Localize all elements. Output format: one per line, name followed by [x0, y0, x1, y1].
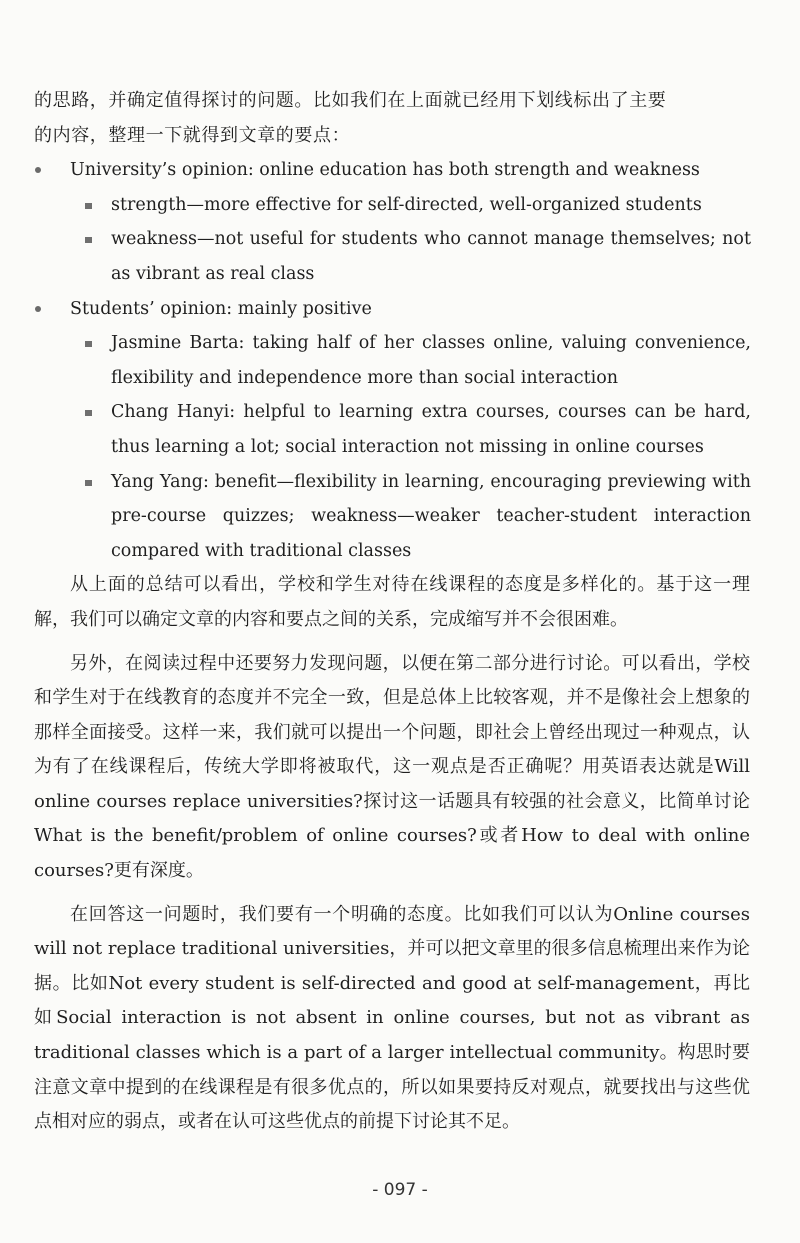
- sub-bullet-chang-hanyi: [34, 395, 750, 464]
- square-bullet-icon: [85, 410, 92, 416]
- bullet-dot-icon: [35, 167, 41, 173]
- square-bullet-icon: [85, 480, 92, 486]
- bullet-text: Students’ opinion: mainly positive: [70, 298, 372, 319]
- square-bullet-icon: [85, 203, 92, 209]
- bullet-dot-icon: [35, 306, 41, 312]
- sub-bullet-text: Yang Yang: benefit—flexibility in learning, encouraging previewing with pre-course quizzes; weakness—weaker teacher-student interaction compared with traditional classes: [111, 471, 751, 561]
- intro-line-1: 的思路，并确定值得探讨的问题。比如我们在上面就已经用下划线标出了主要: [34, 90, 667, 111]
- bullet-text: University’s opinion: online education has both strength and weakness: [70, 160, 700, 181]
- square-bullet-icon: [85, 341, 92, 347]
- paragraph-summary: 从上面的总结可以看出，学校和学生对待在线课程的态度是多样化的。基于这一理解，我们可以确定文章的内容和要点之间的关系，完成缩写并不会很困难。: [34, 574, 750, 630]
- page-number: - 097 -: [372, 1180, 428, 1200]
- sub-bullet-jasmine-barta: [34, 326, 750, 395]
- bullet-university-opinion: [34, 153, 750, 188]
- sub-bullet-text: Chang Hanyi: helpful to learning extra courses, courses can be hard, thus learning a lot; social interaction not missing in online courses: [111, 402, 751, 457]
- square-bullet-icon: [85, 237, 92, 243]
- intro-line-2: 的内容，整理一下就得到文章的要点：: [34, 124, 351, 146]
- paragraph-answer: 在回答这一问题时，我们要有一个明确的态度。比如我们可以认为Online courses will not replace traditional universities，并可以把文章里的很多信息梳理出来作为论据。比如Not every student is self-directed and good at self-management，再比如Social interaction is not absent in online courses, but not as vibrant as traditional classes which is a part of a larger intellectual community。构思时要注意文章中提到的在线课程是有很多优点的，所以如果要持反对观点，就要找出与这些优点相对应的弱点，或者在认可这些优点的前提下讨论其不足。: [34, 903, 750, 1133]
- sub-bullet-text: strength—more effective for self-directed, well-organized students: [111, 194, 702, 215]
- bullet-students-opinion: [34, 292, 750, 327]
- sub-bullet-yang-yang: [34, 465, 750, 569]
- paragraph-discussion: 另外，在阅读过程中还要努力发现问题，以便在第二部分进行讨论。可以看出，学校和学生对于在线教育的态度并不完全一致，但是总体上比较客观，并不是像社会上想象的那样全面接受。这样一来，我们就可以提出一个问题，即社会上曾经出现过一种观点，认为有了在线课程后，传统大学即将被取代，这一观点是否正确呢？用英语表达就是Will online courses replace universities?探讨这一话题具有较强的社会意义，比简单讨论What is the benefit/problem of online courses?或者How to deal with online courses?更有深度。: [34, 652, 750, 882]
- sub-bullet-text: weakness—not useful for students who cannot manage themselves; not as vibrant as real class: [111, 229, 751, 284]
- page-content: [34, 84, 750, 1140]
- sub-bullet-weakness: [34, 222, 750, 291]
- sub-bullet-text: Jasmine Barta: taking half of her classes online, valuing convenience, flexibility and independence more than social interaction: [111, 333, 751, 388]
- sub-bullet-strength: [34, 188, 750, 223]
